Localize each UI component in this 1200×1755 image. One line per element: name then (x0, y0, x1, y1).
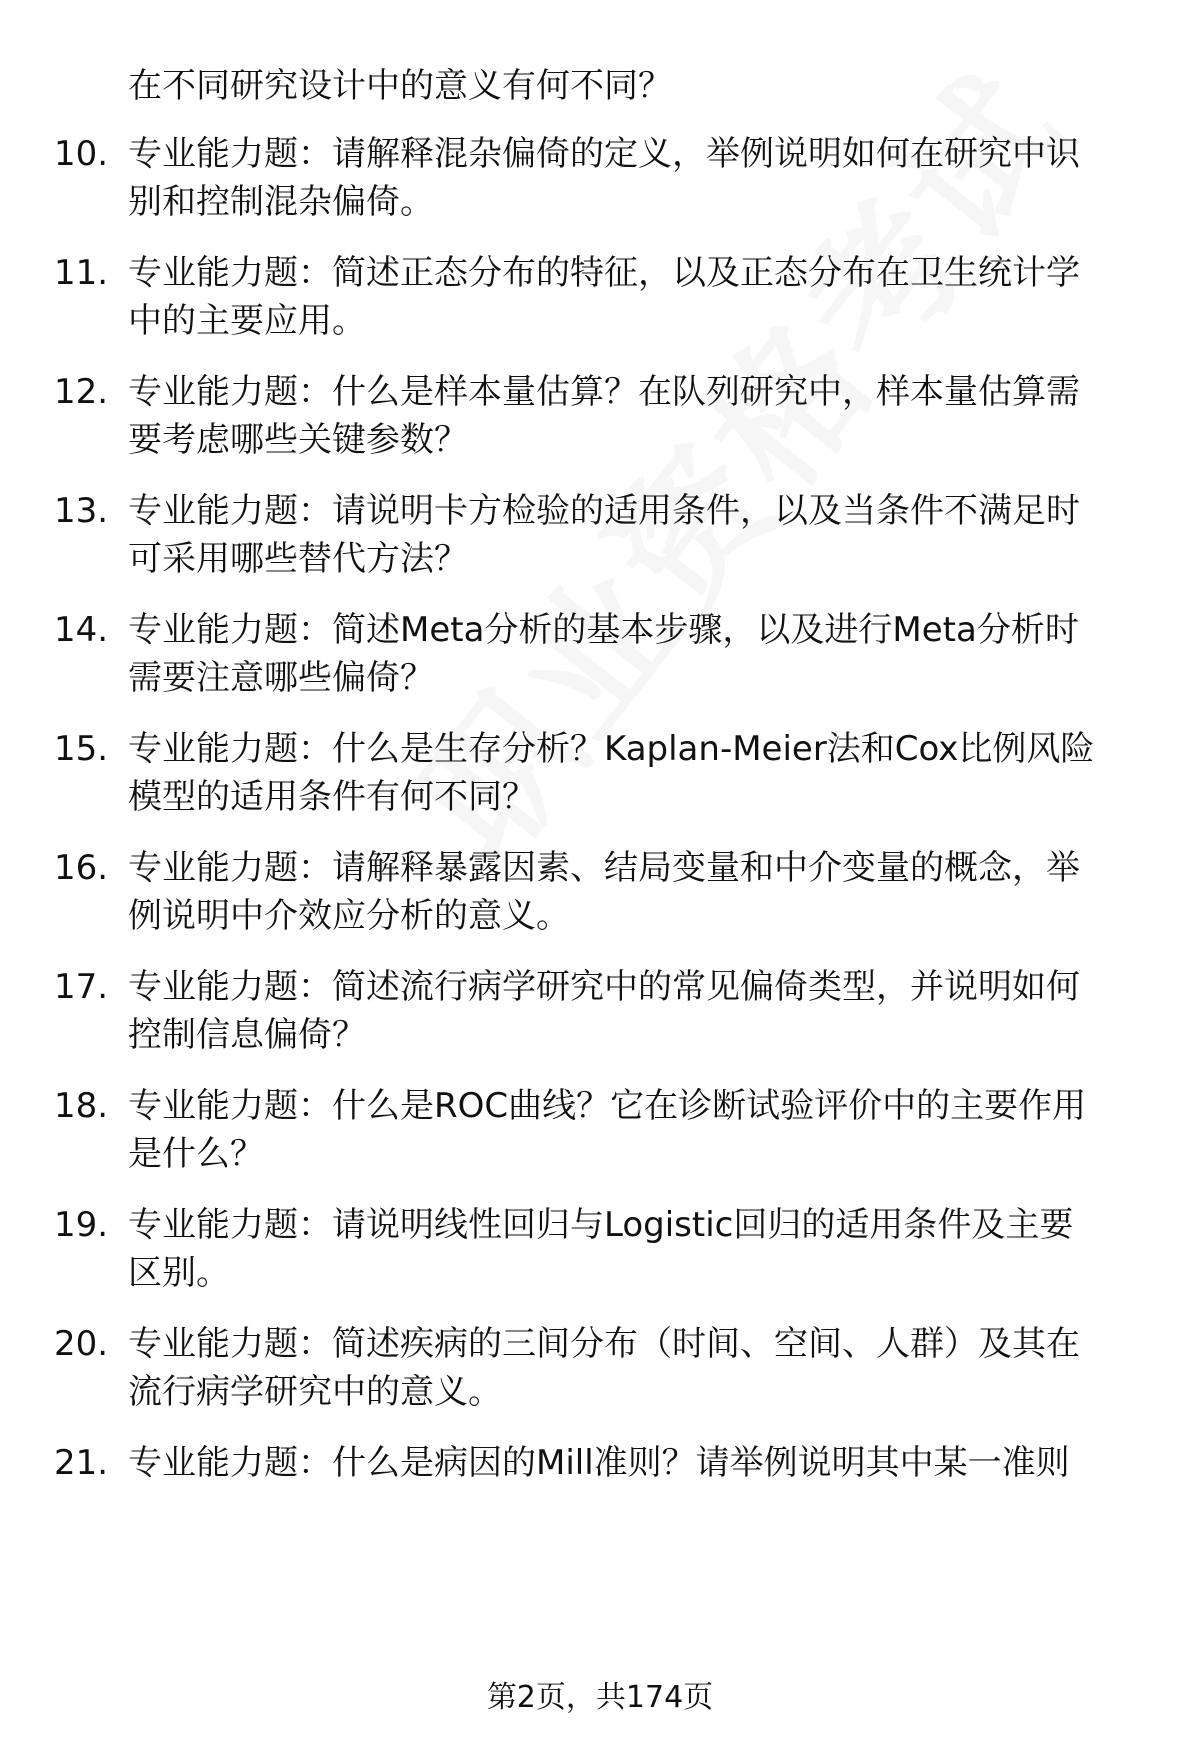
question-text-line2: 控制信息偏倚？ (128, 1015, 366, 1055)
question-text-line1: 专业能力题：请解释暴露因素、结局变量和中介变量的概念，举 (128, 848, 1080, 888)
question-text-line2: 模型的适用条件有何不同？ (128, 777, 536, 817)
question-text-line2: 可采用哪些替代方法？ (128, 539, 468, 579)
question-item (0, 1201, 1200, 1297)
question-text-line2: 需要注意哪些偏倚？ (128, 658, 434, 698)
question-text-line1: 专业能力题：请说明卡方检验的适用条件，以及当条件不满足时 (128, 491, 1080, 531)
continuation-text: 在不同研究设计中的意义有何不同？ (128, 66, 672, 106)
question-text-line2: 中的主要应用。 (128, 301, 366, 341)
question-text-line1: 专业能力题：什么是ROC曲线？它在诊断试验评价中的主要作用 (128, 1086, 1087, 1126)
question-item (0, 1439, 1200, 1535)
question-number: 14. (54, 610, 109, 650)
question-number: 17. (54, 967, 109, 1007)
question-number: 10. (54, 134, 109, 174)
question-number: 18. (54, 1086, 109, 1126)
question-item (0, 1320, 1200, 1416)
question-item (0, 1082, 1200, 1178)
question-text-line1: 专业能力题：请解释混杂偏倚的定义，举例说明如何在研究中识 (128, 134, 1080, 174)
question-item (0, 844, 1200, 940)
question-text-line2: 流行病学研究中的意义。 (128, 1372, 502, 1412)
question-text-line1: 专业能力题：简述流行病学研究中的常见偏倚类型，并说明如何 (128, 967, 1080, 1007)
question-number: 21. (54, 1443, 109, 1483)
question-text-line1: 专业能力题：什么是样本量估算？在队列研究中，样本量估算需 (128, 372, 1080, 412)
question-item (0, 606, 1200, 702)
question-text-line2: 区别。 (128, 1253, 230, 1293)
question-text-line2: 例说明中介效应分析的意义。 (128, 896, 570, 936)
question-number: 11. (54, 253, 109, 293)
question-number: 19. (54, 1205, 109, 1245)
question-item (0, 725, 1200, 821)
question-text-line1: 专业能力题：简述Meta分析的基本步骤，以及进行Meta分析时 (128, 610, 1079, 650)
question-text-line1: 专业能力题：什么是生存分析？Kaplan-Meier法和Cox比例风险 (128, 729, 1095, 769)
page-footer: 第2页，共174页 (486, 1680, 714, 1715)
question-item (0, 130, 1200, 226)
question-text-line2: 要考虑哪些关键参数？ (128, 420, 468, 460)
question-item (0, 487, 1200, 583)
question-text-line1: 专业能力题：简述正态分布的特征，以及正态分布在卫生统计学 (128, 253, 1080, 293)
question-number: 13. (54, 491, 109, 531)
question-item (0, 249, 1200, 345)
question-number: 20. (54, 1324, 109, 1364)
question-text-line1: 专业能力题：请说明线性回归与Logistic回归的适用条件及主要 (128, 1205, 1074, 1245)
question-text-line1: 专业能力题：什么是病因的Mill准则？请举例说明其中某一准则 (128, 1443, 1070, 1483)
question-number: 12. (54, 372, 109, 412)
question-item (0, 963, 1200, 1059)
question-text-line2: 是什么？ (128, 1134, 264, 1174)
question-text-line2: 别和控制混杂偏倚。 (128, 182, 434, 222)
question-item (0, 368, 1200, 464)
question-number: 16. (54, 848, 109, 888)
question-number: 15. (54, 729, 109, 769)
question-text-line1: 专业能力题：简述疾病的三间分布（时间、空间、人群）及其在 (128, 1324, 1080, 1364)
